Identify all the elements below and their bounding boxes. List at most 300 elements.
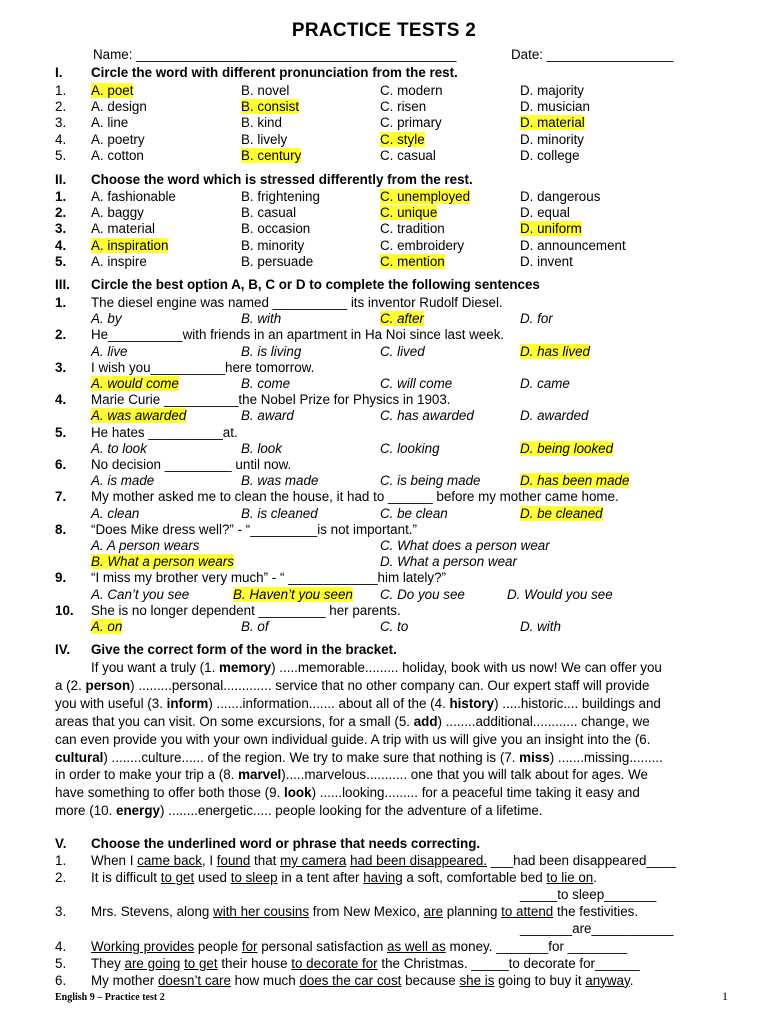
option-row (55, 473, 745, 489)
paragraph-text: If you want a truly (1. (91, 660, 220, 675)
paragraph-text: a (2. (55, 677, 86, 693)
option-a (91, 238, 168, 254)
answer-row (55, 921, 745, 937)
paragraph-line (55, 802, 727, 820)
option-a (91, 506, 139, 522)
option-c (380, 344, 425, 360)
question-text: My mother asked me to clean the house, it had to ______ before my mother came home. (91, 489, 619, 505)
option-text: A. Can’t you see (91, 586, 190, 602)
question-row (55, 392, 745, 408)
underlined-phrase: anyway (585, 972, 630, 988)
bracket-word: miss (519, 749, 550, 765)
option-text: B. Haven’t you seen (233, 586, 353, 602)
sentence-text: a soft, comfortable bed (402, 870, 547, 886)
option-b (241, 408, 294, 424)
option-b (241, 115, 282, 131)
option-row (55, 311, 745, 327)
question-text: She is no longer dependent _________ her parents. (91, 602, 401, 618)
underlined-phrase: to attend (501, 904, 554, 920)
option-row (55, 538, 745, 554)
sentence-text: going to buy it (494, 972, 586, 988)
option-d (520, 205, 570, 221)
option-text: D. be cleaned (520, 505, 603, 521)
option-text: A. baggy (91, 205, 144, 221)
option-text: A. by (91, 311, 122, 327)
item-number: 1. (55, 189, 67, 204)
underlined-phrase: does the car cost (299, 972, 402, 988)
item-number: 3. (55, 221, 67, 237)
option-text: C. What does a person wear (380, 538, 550, 553)
option-text: B. persuade (241, 253, 314, 269)
paragraph-text: ) .....memorable......... holiday, book with us now! We can offer you (271, 660, 662, 675)
paragraph-text: can even provide you with your own individual guide. A trip with us will give you an insight into the (6. (55, 731, 651, 747)
option-d (520, 441, 613, 457)
option-row (55, 205, 745, 221)
correction-sentence (91, 973, 633, 989)
option-b (241, 221, 310, 237)
option-d (520, 115, 585, 131)
option-c (380, 99, 426, 115)
correction-sentence (91, 870, 597, 886)
item-number: 5. (55, 253, 67, 269)
sentence-text: their house (217, 955, 292, 971)
correction-sentence (91, 904, 638, 920)
option-text: C. be clean (380, 505, 448, 521)
item-number: 2. (55, 870, 67, 886)
section-title: Circle the best option A, B, C or D to complete the following sentences (91, 277, 540, 292)
option-row (55, 221, 745, 237)
option-a (91, 205, 144, 221)
option-text: B. with (241, 311, 282, 327)
option-a (91, 473, 154, 489)
option-row (55, 441, 745, 457)
question-text: He__________with friends in an apartment in Ha Noi since last week. (91, 327, 505, 343)
option-text: A. material (91, 221, 155, 237)
option-text: B. consist (241, 99, 300, 115)
sentence-text: people (194, 938, 242, 954)
option-text: A. clean (91, 505, 140, 521)
option-a (91, 311, 122, 327)
option-text: B. come (241, 376, 291, 391)
option-row (55, 376, 745, 392)
option-text: C. primary (380, 115, 442, 131)
paragraph-text: ) ......looking......... for a peaceful time taking it easy and (311, 785, 640, 801)
option-d (520, 311, 553, 327)
item-number: 2. (55, 99, 67, 115)
option-text: D. Would you see (507, 586, 613, 602)
option-text: C. Do you see (380, 586, 465, 602)
item-number: 3. (55, 115, 67, 131)
item-number: 4. (55, 392, 67, 408)
option-a (91, 441, 147, 457)
underlined-phrase: are going (124, 955, 181, 971)
option-text: C. tradition (380, 221, 445, 237)
date-field-label: Date: _________________ (511, 47, 674, 62)
option-text: A. on (91, 619, 123, 634)
option-b (241, 238, 304, 254)
option-text: A. to look (91, 440, 147, 456)
option-c (380, 205, 437, 221)
option-d (520, 619, 561, 635)
item-number: 4. (55, 938, 67, 954)
option-row (55, 619, 745, 635)
option-text: B. of (241, 619, 269, 634)
section-number: III. (55, 277, 70, 292)
bracket-word: marvel (238, 767, 282, 783)
option-row (55, 115, 745, 131)
paragraph-text: you with useful (3. (55, 695, 167, 711)
option-c (380, 254, 445, 270)
option-text: A. fashionable (91, 189, 176, 204)
item-number: 2. (55, 205, 67, 221)
option-c (380, 311, 424, 327)
option-row (55, 554, 745, 570)
correction-row (55, 939, 745, 955)
question-text: “Does Mike dress well?” - “_________is not important.” (91, 521, 417, 537)
sentence-text: in a tent after (277, 870, 364, 886)
section-title: Circle the word with different pronunciation from the rest. (91, 65, 458, 80)
paragraph-text: ) ........additional............ change, we (437, 713, 650, 729)
option-c (380, 83, 443, 99)
item-number: 5. (55, 147, 67, 163)
option-text: A. inspire (91, 253, 147, 269)
option-b (241, 376, 290, 392)
paragraph-text: ) .....historic.... buildings and (494, 695, 661, 711)
underlined-phrase: to decorate for (291, 955, 378, 971)
option-b (241, 132, 287, 148)
section-number: II. (55, 172, 67, 187)
sentence-text: Mrs. Stevens, along (91, 904, 214, 920)
option-text: B. minority (241, 237, 305, 253)
option-text: D. majority (520, 83, 584, 98)
correction-sentence (91, 853, 676, 869)
option-c (380, 189, 470, 205)
item-number: 9. (55, 570, 67, 586)
page-number: 1 (722, 989, 728, 1003)
option-text: C. unique (380, 205, 438, 221)
item-number: 7. (55, 489, 67, 505)
bracket-word: look (284, 785, 312, 801)
underlined-phrase: as well as (387, 938, 446, 954)
option-d (380, 554, 517, 570)
sentence-text: ___had been disappeared____ (487, 853, 677, 868)
paragraph-text: ) ........energetic..... people looking for the adventure of a lifetime. (159, 803, 543, 819)
question-row (55, 603, 745, 619)
question-row (55, 457, 745, 473)
section-number: IV. (55, 642, 71, 657)
footer-text: English 9 – Practice test 2 (55, 992, 165, 1003)
option-d (520, 408, 588, 424)
sentence-text: the Christmas. _____to decorate for______ (377, 955, 640, 971)
option-text: C. will come (380, 376, 453, 391)
option-a (91, 115, 128, 131)
paragraph-text: more (10. (55, 803, 117, 819)
option-a (91, 221, 155, 237)
option-c (380, 132, 425, 148)
item-number: 3. (55, 359, 67, 375)
option-row (55, 148, 745, 164)
paragraph-text: areas that you can visit. On some excursions, for a small (5. (55, 713, 414, 729)
underlined-phrase: to get (160, 870, 195, 886)
option-text: B. award (241, 408, 294, 424)
option-row (55, 83, 745, 99)
sentence-text: When I (91, 853, 138, 868)
item-number: 4. (55, 131, 67, 147)
option-d (520, 473, 629, 489)
option-b (241, 254, 313, 270)
option-text: A. line (91, 115, 129, 131)
option-text: A. poetry (91, 131, 145, 147)
answer-text: _____to sleep_______ (520, 887, 657, 903)
option-c (380, 506, 448, 522)
sentence-text: money. _______for ________ (445, 938, 628, 954)
correction-row (55, 973, 745, 989)
underlined-phrase: came back (137, 853, 202, 868)
underlined-phrase: she is (459, 972, 495, 988)
option-text: C. has awarded (380, 408, 474, 424)
bracket-word: energy (116, 803, 160, 819)
option-text: D. musician (520, 99, 590, 115)
option-text: B. occasion (241, 221, 311, 237)
sentence-text: personal satisfaction (257, 938, 388, 954)
sentence-text: because (401, 972, 460, 988)
paragraph-line (55, 659, 727, 677)
sentence-text: the festivities. (553, 904, 639, 920)
question-text: The diesel engine was named __________ its inventor Rudolf Diesel. (91, 295, 503, 310)
option-c (380, 148, 436, 164)
question-row (55, 360, 745, 376)
paragraph-line (55, 713, 727, 731)
option-d (520, 132, 584, 148)
correction-sentence (91, 939, 627, 955)
question-text: No decision _________ until now. (91, 457, 292, 472)
option-text: D. equal (520, 205, 570, 221)
option-c (380, 538, 550, 554)
option-a (91, 408, 186, 424)
underlined-phrase: to lie on (546, 870, 594, 886)
item-number: 2. (55, 327, 67, 343)
option-text: B. was made (241, 473, 319, 489)
option-text: C. looking (380, 440, 440, 456)
option-c (380, 376, 452, 392)
option-a (91, 376, 179, 392)
option-text: C. embroidery (380, 237, 465, 253)
option-text: C. lived (380, 343, 425, 359)
option-d (520, 189, 600, 205)
option-a (91, 538, 199, 554)
option-a (91, 148, 144, 164)
question-row (55, 425, 745, 441)
option-a (91, 99, 147, 115)
option-d (520, 148, 580, 164)
item-number: 10. (55, 602, 74, 618)
underlined-phrase: to get (184, 955, 218, 971)
option-b (241, 311, 281, 327)
correction-row (55, 904, 745, 920)
item-number: 1. (55, 295, 67, 310)
section-title: Choose the underlined word or phrase that needs correcting. (91, 836, 481, 851)
option-row (55, 238, 745, 254)
bracket-word: person (85, 677, 131, 693)
option-b (241, 473, 318, 489)
item-number: 6. (55, 972, 67, 988)
sentence-text: . (629, 972, 634, 988)
option-a (91, 83, 133, 99)
question-text: I wish you__________here tomorrow. (91, 359, 315, 375)
option-text: B. is cleaned (241, 505, 318, 521)
option-text: D. college (520, 147, 580, 163)
option-text: B. century (241, 147, 302, 163)
option-b (241, 189, 320, 205)
option-text: C. risen (380, 99, 427, 115)
option-text: B. kind (241, 115, 282, 131)
option-text: A. cotton (91, 147, 144, 163)
option-d (520, 83, 584, 99)
option-text: C. is being made (380, 473, 481, 489)
underlined-phrase: for (241, 938, 258, 954)
option-text: D. awarded (520, 408, 589, 424)
paragraph-line (55, 749, 727, 767)
option-text: D. announcement (520, 237, 626, 253)
question-text: Marie Curie __________the Nobel Prize for Physics in 1903. (91, 392, 451, 408)
sentence-text: They (91, 955, 125, 971)
underlined-phrase: Working provides (91, 938, 195, 954)
paragraph-line (55, 695, 727, 713)
option-row (55, 189, 745, 205)
question-row (55, 295, 745, 311)
underlined-phrase: found (216, 853, 251, 868)
option-c (380, 473, 480, 489)
question-text: “I miss my brother very much” - “ ____________him lately?” (91, 570, 446, 586)
correction-row (55, 956, 745, 972)
option-text: A. live (91, 343, 128, 359)
item-number: 5. (55, 955, 67, 971)
option-b (91, 554, 234, 570)
sentence-text: . (593, 870, 597, 886)
option-d (520, 254, 573, 270)
option-text: A. is made (91, 473, 155, 489)
underlined-phrase: doesn’t care (157, 972, 231, 988)
item-number: 8. (55, 521, 67, 537)
option-text: D. dangerous (520, 189, 601, 204)
option-b (241, 441, 282, 457)
bracket-word: inform (166, 695, 209, 711)
correction-row (55, 870, 745, 886)
option-b (241, 83, 289, 99)
option-text: A. poet (91, 83, 134, 98)
underlined-phrase: having (363, 870, 403, 886)
option-text: B. lively (241, 131, 288, 147)
item-number: 6. (55, 457, 67, 472)
option-row (55, 587, 745, 603)
answer-row (55, 887, 745, 903)
section-number: I. (55, 65, 63, 80)
option-text: A. A person wears (91, 538, 200, 553)
option-text: B. novel (241, 83, 290, 98)
option-c (380, 115, 442, 131)
option-row (55, 132, 745, 148)
option-a (91, 344, 127, 360)
section-title: Choose the word which is stressed differently from the rest. (91, 172, 473, 187)
option-text: A. would come (91, 376, 179, 391)
option-d (520, 99, 590, 115)
option-text: D. has lived (520, 343, 590, 359)
option-b (241, 99, 299, 115)
option-d (520, 506, 603, 522)
item-number: 4. (55, 237, 67, 253)
option-d (520, 221, 582, 237)
question-row (55, 570, 745, 586)
sentence-text: from New Mexico, (309, 904, 424, 920)
option-row (55, 254, 745, 270)
option-text: D. invent (520, 253, 573, 269)
underlined-phrase: are (423, 904, 444, 920)
option-b (233, 587, 353, 603)
sentence-text: used (194, 870, 231, 886)
option-text: C. modern (380, 83, 443, 98)
option-c (380, 587, 465, 603)
paragraph-text: ) ........culture...... of the region. We try to make sure that nothing is (7. (103, 749, 520, 765)
sentence-text: My mother (91, 972, 158, 988)
item-number: 1. (55, 83, 67, 98)
option-b (241, 506, 318, 522)
option-a (91, 254, 147, 270)
paragraph-text: ) .......information....... about all of the (4. (208, 695, 450, 711)
item-number: 1. (55, 853, 67, 868)
option-row (55, 408, 745, 424)
option-b (241, 148, 301, 164)
option-a (91, 587, 189, 603)
option-text: C. style (380, 131, 425, 147)
option-c (380, 221, 445, 237)
option-text: D. minority (520, 131, 584, 147)
option-c (380, 238, 464, 254)
question-row (55, 489, 745, 505)
paragraph-text: have something to offer both those (9. (55, 785, 285, 801)
option-text: D. uniform (520, 221, 582, 237)
option-a (91, 189, 176, 205)
option-row (55, 344, 745, 360)
question-row (55, 522, 745, 538)
item-number: 3. (55, 904, 67, 920)
option-c (380, 619, 408, 635)
option-d (520, 376, 570, 392)
option-row (55, 506, 745, 522)
option-text: D. with (520, 619, 561, 634)
underlined-phrase: to sleep (230, 870, 278, 886)
option-text: B. frightening (241, 189, 320, 204)
sentence-text: , I (201, 853, 217, 868)
option-text: D. material (520, 115, 585, 131)
option-text: C. unemployed (380, 189, 471, 204)
paragraph (55, 659, 727, 820)
option-text: A. design (91, 99, 147, 115)
paragraph-text: ) .........personal............. service that no other company can. Our expert staff will provide (130, 677, 650, 693)
paragraph-line (55, 784, 727, 802)
option-text: B. is living (241, 343, 302, 359)
bracket-word: memory (219, 660, 272, 675)
option-a (91, 132, 145, 148)
option-text: B. look (241, 440, 282, 456)
option-text: A. was awarded (91, 408, 187, 424)
underlined-phrase: with her cousins (213, 904, 310, 920)
option-text: C. mention (380, 253, 445, 269)
option-b (241, 344, 301, 360)
option-text: A. inspiration (91, 237, 169, 253)
option-text: D. has been made (520, 473, 630, 489)
bracket-word: cultural (55, 749, 104, 765)
bracket-word: add (413, 713, 438, 729)
